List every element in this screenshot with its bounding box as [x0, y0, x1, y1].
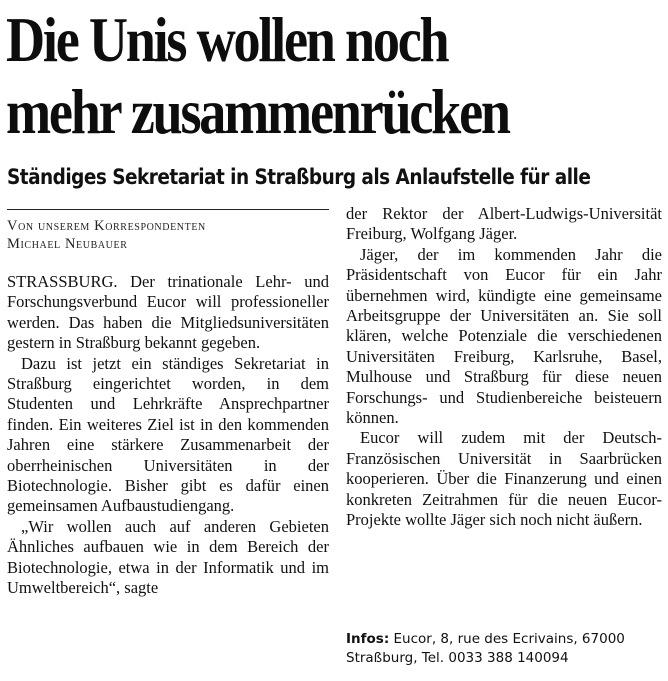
subheadline: Ständiges Sekretariat in Straßburg als Anlaufstelle für alle	[7, 165, 591, 189]
headline-line-1: Die Unis wollen noch	[6, 5, 448, 75]
paragraph-right-1: der Rektor der Albert-Ludwigs-Universität Freiburg, Wolfgang Jäger.	[346, 204, 662, 244]
byline-line-1: Von unserem Korrespondenten	[7, 218, 206, 234]
info-box	[346, 630, 662, 668]
info-address: Eucor, 8, rue des Ecrivains, 67000	[393, 631, 625, 647]
info-line-1	[346, 630, 662, 649]
byline	[7, 217, 329, 253]
right-column	[346, 204, 662, 531]
byline-line-2: Michael Neubauer	[7, 236, 128, 252]
paragraph-left-3: „Wir wollen auch auf anderen Gebieten Ähnliches aufbauen wie in dem Bereich der Biotechnologie, etwa in der Informatik und im Umweltbereich“, sagte	[7, 516, 329, 598]
paragraph-left-1: STRASSBURG. Der trinationale Lehr- und Forschungsverbund Eucor will professioneller werden. Das haben die Mitgliedsuniversitäten gestern in Straßburg bekannt gegeben.	[7, 272, 329, 353]
headline-line-2: mehr zusammenrücken	[6, 77, 509, 147]
paragraph-right-2: Jäger, der im kommenden Jahr die Präsidentschaft von Eucor für ein Jahr übernehmen wird, kündigte eine gemeinsame Arbeitsgruppe der Universitäten an. Sie soll klären, welche Potenziale die verschiedenen Universitäten Freiburg, Karlsruhe, Basel, Mulhouse und Straßburg für diese neuen Forschungs- und Studienbereiche beisteuern können.	[346, 244, 662, 428]
paragraph-right-3: Eucor will zudem mit der Deutsch-Französischen Universität in Saarbrücken kooperieren. Über die Finanzerung und einen konkreten Zeitrahmen für die neuen Eucor-Projekte wollte Jäger sich noch nicht äußern.	[346, 428, 662, 530]
paragraph-left-2: Dazu ist jetzt ein ständiges Sekretariat in Straßburg eingerichtet worden, in dem Studenten und Lehrkräfte Ansprechpartner finden. Ein weiteres Ziel ist in den kommenden Jahren eine stärkere Zusammenarbeit der oberrheinischen Universitäten in der Biotechnologie. Bisher gibt es dafür einen gemeinsamen Aufbaustudiengang.	[7, 353, 329, 516]
left-column	[7, 272, 329, 599]
byline-rule	[7, 209, 329, 210]
info-label: Infos:	[346, 631, 390, 647]
headline	[6, 4, 570, 148]
info-line-2: Straßburg, Tel. 0033 388 140094	[346, 650, 569, 666]
